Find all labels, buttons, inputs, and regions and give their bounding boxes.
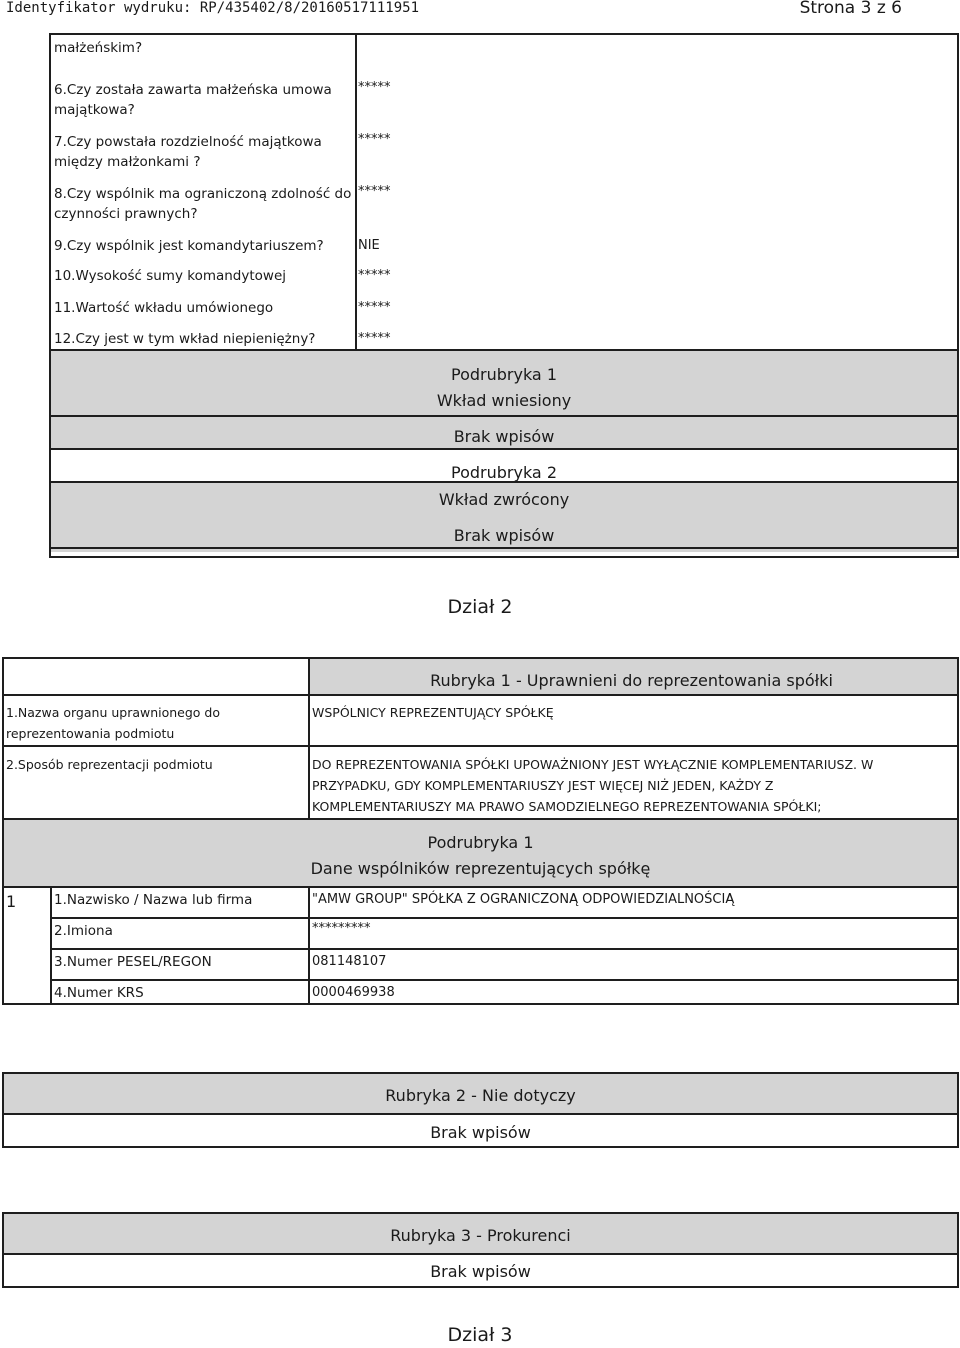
- table-divider: [51, 415, 957, 417]
- question-label: 7.Czy powstała rozdzielność majątkowa między małżonkami ?: [54, 134, 322, 170]
- partner-field-value: "AMW GROUP" SPÓŁKA Z OGRANICZONĄ ODPOWIEDZIALNOŚCIĄ: [312, 892, 735, 907]
- question-value: *****: [358, 80, 391, 95]
- subsection-subtitle: Wkład zwrócony: [438, 490, 570, 509]
- table-divider: [4, 886, 957, 888]
- print-identifier: Identyfikator wydruku: RP/435402/8/20160517111951: [6, 0, 420, 16]
- field-value: DO REPREZENTOWANIA SPÓŁKI UPOWAŻNIONY JEST WYŁĄCZNIE KOMPLEMENTARIUSZ. W PRZYPADKU, GDY KOMPLEMENTARIUSZY JEST WIĘCEJ NIŻ JEDEN, KAŻDY Z KOMPLEMENTARIUSZY MA PRAWO SAMODZIELNEGO REPREZENTOWANIA SPÓŁKI;: [312, 757, 874, 814]
- table-divider: [4, 818, 957, 820]
- field-value: WSPÓLNICY REPREZENTUJĄCY SPÓŁKĘ: [312, 705, 554, 720]
- question-label: 9.Czy wspólnik jest komandytariuszem?: [54, 238, 324, 254]
- rubryka-title: Rubryka 2 - Nie dotyczy: [385, 1086, 576, 1105]
- empty-entries-text: Brak wpisów: [453, 526, 555, 545]
- question-value: *****: [358, 268, 391, 283]
- table-divider: [50, 948, 957, 950]
- question-label: 10.Wysokość sumy komandytowej: [54, 268, 287, 284]
- partner-field-value: 081148107: [312, 954, 387, 969]
- table-divider: [4, 1113, 957, 1115]
- section-heading: Dział 2: [447, 596, 513, 618]
- empty-entries-text: Brak wpisów: [453, 427, 555, 446]
- rubryka-title: Rubryka 1 - Uprawnieni do reprezentowania spółki: [430, 671, 833, 690]
- question-label: 8.Czy wspólnik ma ograniczoną zdolność do czynności prawnych?: [54, 186, 352, 222]
- subsection-subtitle: Dane wspólników reprezentujących spółkę: [310, 859, 651, 878]
- partner-field-value: *********: [312, 921, 371, 936]
- empty-entries-text: Brak wpisów: [430, 1123, 531, 1142]
- subsection-subtitle: Wkład wniesiony: [436, 391, 572, 410]
- field-label: 2.Sposób reprezentacji podmiotu: [6, 757, 213, 772]
- page-number: Strona 3 z 6: [799, 0, 902, 18]
- table-divider: [308, 888, 310, 1003]
- field-label: 1.Nazwa organu uprawnionego do reprezentowania podmiotu: [6, 705, 221, 741]
- subsection-title: Podrubryka 2: [451, 463, 557, 482]
- table-divider: [50, 888, 52, 1003]
- question-label: małżeńskim?: [54, 40, 143, 56]
- table-divider: [4, 694, 957, 696]
- question-label: 11.Wartość wkładu umówionego: [54, 300, 274, 316]
- question-label: 6.Czy została zawarta małżeńska umowa majątkowa?: [54, 82, 332, 118]
- partner-field-label: 2.Imiona: [54, 923, 113, 939]
- table-divider: [4, 745, 957, 747]
- table-divider: [50, 979, 957, 981]
- table-divider: [51, 349, 957, 351]
- question-value: *****: [358, 300, 391, 315]
- subsection-title: Podrubryka 1: [451, 365, 557, 384]
- entry-index: 1: [6, 892, 17, 911]
- partner-field-label: 1.Nazwisko / Nazwa lub firma: [54, 892, 253, 908]
- question-value: *****: [358, 132, 391, 147]
- partner-field-value: 0000469938: [312, 985, 395, 1000]
- partner-field-label: 4.Numer KRS: [54, 985, 144, 1001]
- question-label: 12.Czy jest w tym wkład niepieniężny?: [54, 331, 316, 347]
- subsection-title: Podrubryka 1: [427, 833, 534, 852]
- section-heading: Dział 3: [447, 1324, 513, 1346]
- partner-field-label: 3.Numer PESEL/REGON: [54, 954, 212, 970]
- question-value: NIE: [358, 238, 380, 253]
- table-divider: [4, 1253, 957, 1255]
- empty-entries-text: Brak wpisów: [430, 1262, 531, 1281]
- table-divider: [355, 35, 357, 351]
- table-divider: [50, 917, 957, 919]
- question-value: *****: [358, 331, 391, 346]
- question-value: *****: [358, 184, 391, 199]
- rubryka-title: Rubryka 3 - Prokurenci: [390, 1226, 571, 1245]
